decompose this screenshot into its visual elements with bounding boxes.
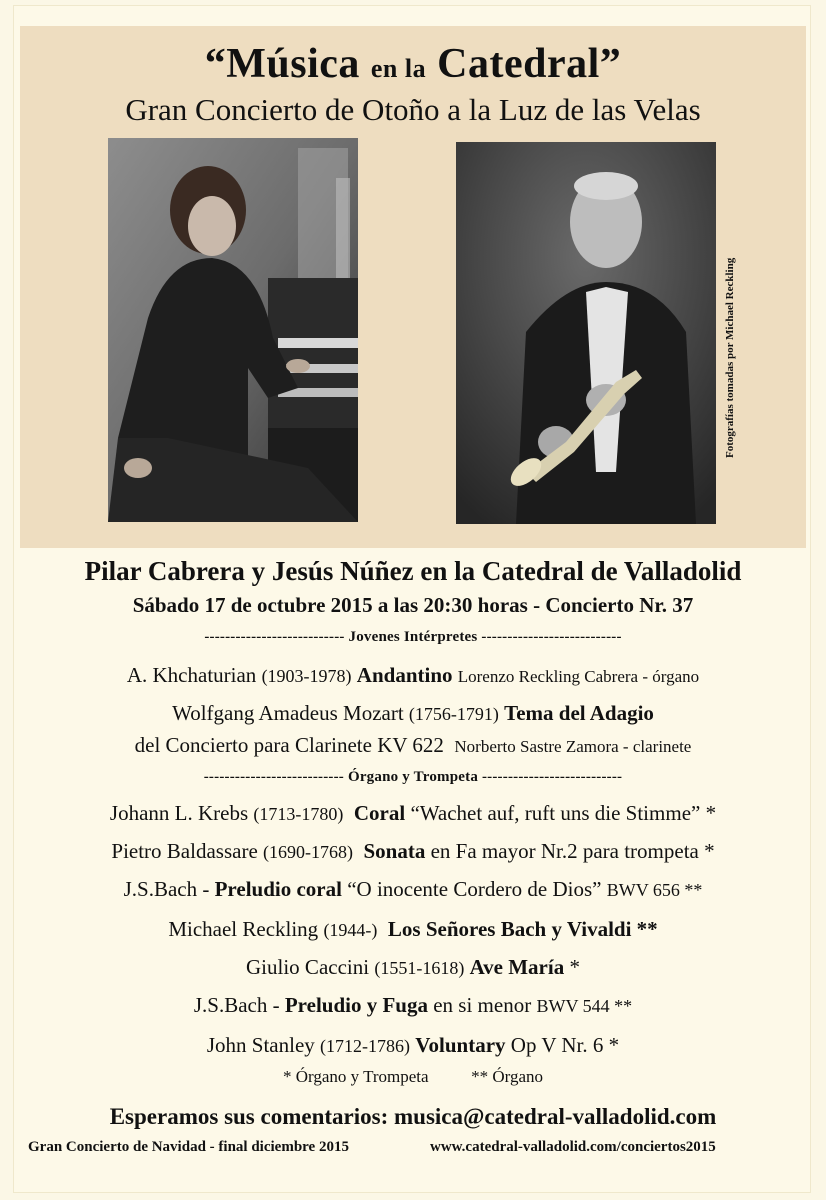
program-item [20, 1030, 806, 1061]
program-item [20, 952, 806, 983]
composer: A. Khchaturian [126, 663, 257, 687]
trumpeter-photo-art [456, 142, 716, 524]
poster-subtitle: Gran Concierto de Otoño a la Luz de las Velas [125, 92, 701, 127]
next-concert-note: Gran Concierto de Navidad - final diciembre 2015 [28, 1139, 349, 1155]
legend-organ-trumpet: * Órgano y Trompeta [282, 1067, 429, 1086]
composer: Wolfgang Amadeus Mozart [172, 701, 404, 725]
work: Preludio coral [214, 877, 342, 901]
section-organo-trompeta-heading: --------------------------- Órgano y Trompeta --------------------------- [203, 769, 623, 785]
composer: J.S.Bach - [123, 877, 210, 901]
program-item [20, 874, 806, 905]
program-item [20, 730, 806, 762]
organist-photo [108, 138, 358, 522]
work: Andantino [356, 663, 453, 687]
work-detail: en Fa mayor Nr.2 para trompeta * [430, 839, 715, 863]
program-item [20, 660, 806, 692]
title-word-catedral: Catedral” [437, 41, 622, 87]
catalog: BWV 544 ** [536, 996, 633, 1016]
catalog: BWV 656 ** [606, 880, 703, 900]
program-item [20, 914, 806, 945]
legend [20, 1064, 806, 1090]
years: (1713-1780) [253, 804, 344, 824]
work-detail: “Wachet auf, ruft uns die Stimme” * [410, 801, 717, 825]
composer: John Stanley [206, 1033, 315, 1057]
performer: Lorenzo Reckling Cabrera - órgano [457, 667, 700, 686]
work-detail: * [569, 955, 580, 979]
title-word-musica: “Música [204, 41, 360, 87]
years: (1944-) [323, 920, 378, 940]
work-detail: “O inocente Cordero de Dios” [347, 877, 602, 901]
program-item [20, 698, 806, 729]
performers-heading: Pilar Cabrera y Jesús Núñez en la Catedral de Valladolid [84, 556, 742, 586]
program-item [20, 836, 806, 867]
years: (1712-1786) [320, 1036, 411, 1056]
composer: Giulio Caccini [246, 955, 370, 979]
program-item [20, 990, 806, 1021]
performer: Norberto Sastre Zamora - clarinete [454, 737, 692, 756]
years: (1551-1618) [374, 958, 465, 978]
program-item [20, 798, 806, 829]
composer: Pietro Baldassare [111, 839, 258, 863]
work: Coral [353, 801, 406, 825]
work: Preludio y Fuga [284, 993, 428, 1017]
website-link[interactable]: www.catedral-valladolid.com/conciertos2015 [430, 1139, 716, 1155]
composer: Michael Reckling [168, 917, 319, 941]
title-word-en-la: en la [370, 54, 427, 83]
contact-line: Esperamos sus comentarios: musica@catedral-valladolid.com [109, 1104, 717, 1129]
photo-credit: Fotografías tomadas por Michael Reckling [724, 257, 736, 458]
work-detail: Op V Nr. 6 * [510, 1033, 620, 1057]
work-detail: del Concierto para Clarinete KV 622 [134, 733, 444, 757]
years: (1756-1791) [408, 704, 499, 724]
years: (1903-1978) [261, 666, 352, 686]
concert-date: Sábado 17 de octubre 2015 a las 20:30 horas - Concierto Nr. 37 [132, 593, 694, 617]
trumpeter-photo [456, 142, 716, 524]
legend-organ: ** Órgano [471, 1067, 544, 1086]
years: (1690-1768) [263, 842, 353, 862]
poster-title [20, 40, 806, 93]
composer: J.S.Bach - [193, 993, 280, 1017]
work: Sonata [363, 839, 426, 863]
work: Ave María [469, 955, 565, 979]
work: Voluntary [415, 1033, 506, 1057]
work: Los Señores Bach y Vivaldi ** [387, 917, 658, 941]
work: Tema del Adagio [504, 701, 654, 725]
organist-photo-art [108, 138, 358, 522]
work-detail: en si menor [433, 993, 532, 1017]
section-jovenes-heading: --------------------------- Jovenes Intérpretes --------------------------- [204, 629, 622, 645]
composer: Johann L. Krebs [109, 801, 249, 825]
